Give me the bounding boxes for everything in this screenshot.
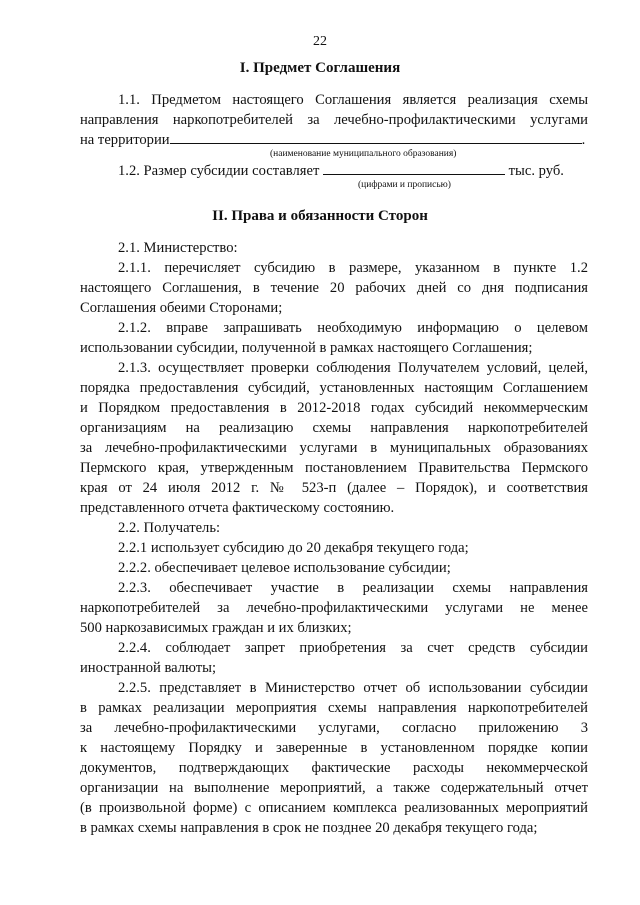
- clause-2-2: 2.2. Получатель:: [118, 520, 221, 536]
- section-2-heading: II. Права и обязанности Сторон: [212, 208, 428, 224]
- clause-2-2-5-line-4: к настоящему Порядку и заверенные в установленном порядке копии: [80, 740, 588, 756]
- clause-2-2-3-line-3: 500 наркозависимых граждан и их близких;: [80, 620, 352, 636]
- subsidy-amount-blank: [323, 162, 505, 175]
- clause-2-2-5-line-7: (в произвольной форме) с описанием комплекса реализованных мероприятий: [80, 800, 588, 816]
- clause-2-2-5-line-5: документов, подтверждающих фактические расходы некоммерческой: [80, 760, 588, 776]
- clause-2-1-1-line-3: Соглашения обеими Сторонами;: [80, 300, 283, 316]
- municipality-blank: [170, 131, 582, 144]
- subsidy-size-label: 1.2. Размер субсидии составляет: [118, 163, 320, 179]
- clause-2-2-3-line-1: 2.2.3. обеспечивает участие в реализации схемы направления: [118, 580, 588, 596]
- clause-2-1-2-line-2: использовании субсидии, полученной в рамках настоящего Соглашения;: [80, 340, 533, 356]
- clause-2-1-3-line-8: представленного отчета фактическому состоянию.: [80, 500, 395, 516]
- municipality-caption: (наименование муниципального образования): [270, 149, 457, 159]
- clause-2-2-5-line-6: организации на выполнение мероприятий, а также содержательный отчет: [80, 780, 588, 796]
- clause-2-1-3-line-6: Пермского края, утвержденным постановлением Правительства Пермского: [80, 460, 588, 476]
- clause-2-1-3-line-2: порядка предоставления субсидий, установленных настоящим Соглашением: [80, 380, 588, 396]
- paragraph-1-1-line-3: [80, 131, 588, 150]
- clause-2-1-3-line-3: и Порядком предоставления в 2012-2018 годах субсидий некоммерческим: [80, 400, 588, 416]
- clause-2-1: 2.1. Министерство:: [118, 240, 238, 256]
- paragraph-1-1-line-2: направления наркопотребителей за лечебно-профилактическими услугами: [80, 112, 588, 128]
- subsidy-amount-caption: (цифрами и прописью): [358, 180, 451, 190]
- clause-2-1-1-line-2: настоящего Соглашения, в течение 20 рабочих дней со дня подписания: [80, 280, 588, 296]
- subsidy-unit: тыс. руб.: [508, 163, 564, 179]
- clause-2-2-5-line-2: в рамках реализации мероприятия схемы направления наркопотребителей: [80, 700, 588, 716]
- paragraph-1-1-line-1: 1.1. Предметом настоящего Соглашения является реализация схемы: [118, 92, 588, 108]
- territory-period: .: [581, 132, 586, 148]
- clause-2-1-3-line-5: за лечебно-профилактическими услугами в муниципальных образованиях: [80, 440, 588, 456]
- territory-label: на территории: [80, 132, 170, 148]
- page-number: 22: [313, 34, 327, 49]
- section-1-heading: I. Предмет Соглашения: [239, 60, 401, 76]
- clause-2-2-4-line-2: иностранной валюты;: [80, 660, 216, 676]
- clause-2-2-4-line-1: 2.2.4. соблюдает запрет приобретения за счет средств субсидии: [118, 640, 588, 656]
- clause-2-2-5-line-1: 2.2.5. представляет в Министерство отчет об использовании субсидии: [118, 680, 588, 696]
- clause-2-1-3-line-7: края от 24 июля 2012 г. № 523-п (далее – Порядок), и соответствия: [80, 480, 588, 496]
- clause-2-2-5-line-8: в рамках схемы направления в срок не позднее 20 декабря текущего года;: [80, 820, 538, 836]
- clause-2-2-1: 2.2.1 использует субсидию до 20 декабря текущего года;: [118, 540, 469, 556]
- clause-2-1-3-line-4: организациям на реализацию схемы направления наркопотребителей: [80, 420, 588, 436]
- clause-2-2-5-line-3: за лечебно-профилактическими услугами, согласно приложению 3: [80, 720, 588, 736]
- clause-2-2-2: 2.2.2. обеспечивает целевое использование субсидии;: [118, 560, 451, 576]
- clause-2-1-2-line-1: 2.1.2. вправе запрашивать необходимую информацию о целевом: [118, 320, 588, 336]
- clause-2-2-3-line-2: наркопотребителей за лечебно-профилактическими услугами не менее: [80, 600, 588, 616]
- paragraph-1-2: [118, 162, 588, 181]
- clause-2-1-3-line-1: 2.1.3. осуществляет проверки соблюдения Получателем условий, целей,: [118, 360, 588, 376]
- clause-2-1-1-line-1: 2.1.1. перечисляет субсидию в размере, указанном в пункте 1.2: [118, 260, 588, 276]
